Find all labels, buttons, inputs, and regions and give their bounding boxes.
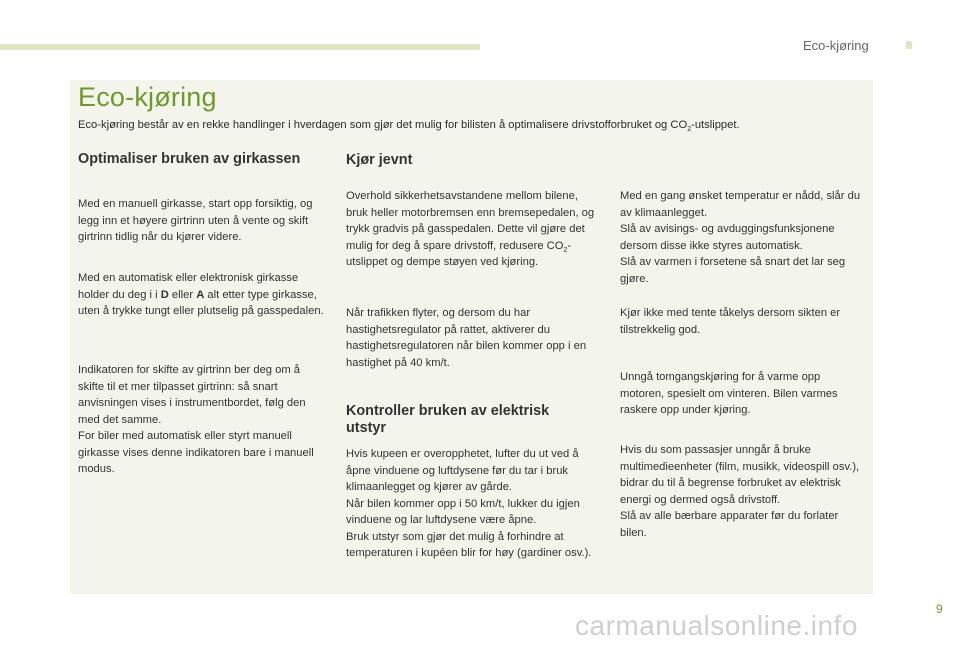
heading-electrical-equipment: Kontroller bruken av elektrisk utstyr	[346, 403, 550, 436]
heading-drive-smoothly: Kjør jevnt	[346, 152, 413, 168]
paragraph-manual-gearbox: Med en manuell girkasse, start opp forsiktig, og legg inn et høyere girtrinn uten å vente og skift girtrinn tidlig når du kjører videre.	[78, 198, 313, 243]
paragraph-safety-distance: Overhold sikkerhetsavstandene mellom bilene, bruk heller motorbremsen enn bremsepedalen, og trykk gradvis på gasspedalen. Dette vil gjøre det mulig for deg å spare drivstoff, redusere $CO_2$-utslippet og dempe støyen ved kjøring.	[346, 190, 595, 268]
page-number: 9	[936, 602, 943, 616]
watermark: carmanualsonline.info	[575, 610, 858, 641]
section-header: Eco-kjøring	[803, 38, 869, 53]
paragraph-idling: Unngå tomgangskjøring for å varme opp motoren, spesielt om vinteren. Bilen varmes raskere opp under kjøring.	[620, 371, 838, 416]
paragraph-air-conditioning: Med en gang ønsket temperatur er nådd, slår du av klimaanlegget. Slå av avisings- og avduggingsfunksjonene dersom disse ikke styres automatisk. Slå av varmen i forsetene så snart det lar seg gjøre.	[620, 190, 861, 285]
paragraph-cruise-control: Når trafikken flyter, og dersom du har hastighetsregulator på rattet, aktiverer du hastighetsregulatoren når bilen kommer opp i en hastighet på 40 km/t.	[346, 307, 587, 369]
page-title: Eco-kjøring	[78, 82, 217, 112]
paragraph-gear-indicator: Indikatoren for skifte av girtrinn ber deg om å skifte til et mer tilpasset girtrinn: så snart anvisningen vises i instrumentbordet, følg den med det samme. For biler med automatisk eller styrt manuell girkasse vises denne indikatoren bare i manuell modus.	[78, 364, 314, 475]
intro-text: Eco-kjøring består av en rekke handlinger i hverdagen som gjør det mulig for bilisten å optimalisere drivstofforbruket og $CO_2$-utslippet.	[78, 119, 740, 134]
header-accent-bar	[0, 44, 480, 50]
paragraph-automatic-gearbox: Med en automatisk eller elektronisk girkasse holder du deg i i D eller A alt etter type girkasse, uten å trykke tungt eller plutselig på gasspedalen.	[78, 272, 324, 317]
heading-gearbox: Optimaliser bruken av girkassen	[78, 151, 301, 167]
paragraph-ventilation: Hvis kupeen er overopphetet, lufter du ut ved å åpne vinduene og luftdysene før du tar i bruk klimaanlegget og kjører av gårde. Når bilen kommer opp i 50 km/t, lukker du igjen vinduene og lar luftdysene være åpne. Bruk utstyr som gjør det mulig å forhindre at temperaturen i kupéen blir for høy (gardiner osv.).	[346, 448, 592, 559]
paragraph-multimedia: Hvis du som passasjer unngår å bruke multimedieenheter (film, musikk, videospill osv.), bidrar du til å begrense forbruket av elektrisk energi og dermed også drivstoff. Slå av alle bærbare apparater før du forlater bilen.	[620, 444, 860, 539]
paragraph-fog-lights: Kjør ikke med tente tåkelys dersom sikten er tilstrekkelig god.	[620, 307, 841, 336]
header-marker	[906, 41, 912, 49]
